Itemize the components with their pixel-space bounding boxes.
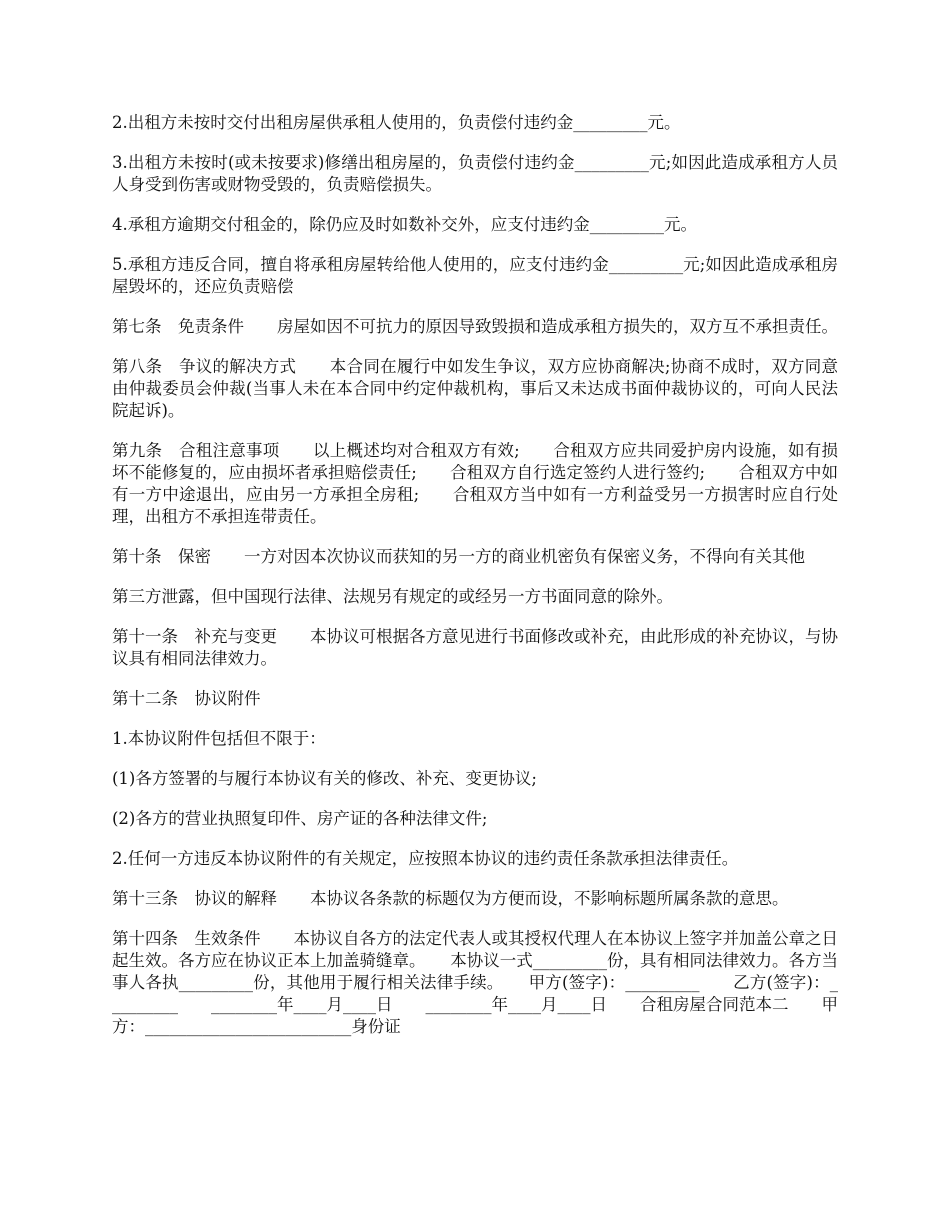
article-11-amendment: 第十一条 补充与变更 本协议可根据各方意见进行书面修改或补充，由此形成的补充协议，与协议具有相同法律效力。: [112, 627, 838, 668]
document-page: [112, 112, 838, 1056]
confidentiality-continuation: 第三方泄露，但中国现行法律、法规另有规定的或经另一方书面同意的除外。: [112, 587, 673, 606]
article-8-dispute-resolution: 第八条 争议的解决方式 本合同在履行中如发生争议，双方应协商解决;协商不成时，双方同意由仲裁委员会仲裁(当事人未在本合同中约定仲裁机构，事后又未达成书面仲裁协议的，可向人民法院起诉)。: [112, 357, 838, 420]
article-7-exemption: 第七条 免责条件 房屋如因不可抗力的原因导致毁损和造成承租方损失的，双方互不承担责任。: [112, 317, 838, 336]
article-9-cohabitation-notes: 第九条 合租注意事项 以上概述均对合租双方有效; 合租双方应共同爱护房内设施，如有损坏不能修复的，应由损坏者承担赔偿责任; 合租双方自行选定签约人进行签约; 合租双方中如有一方中途退出，应由另一方承担全房租; 合租双方当中如有一方利益受另一方损害时应自行处理，出租方不承担连带责任。: [112, 441, 838, 526]
attachment-item: (1)各方签署的与履行本协议有关的修改、补充、变更协议;: [112, 769, 537, 788]
clause-paragraph: 4.承租方逾期交付租金的，除仍应及时如数补交外，应支付违约金_________元。: [112, 215, 697, 234]
attachment-item: 1.本协议附件包括但不限于：: [112, 729, 326, 748]
article-10-confidentiality: 第十条 保密 一方对因本次协议而获知的另一方的商业机密负有保密义务，不得向有关其他: [112, 547, 805, 566]
clause-paragraph: 3.出租方未按时(或未按要求)修缮出租房屋的，负责偿付违约金_________元;如因此造成承租方人员人身受到伤害或财物受毁的，负责赔偿损失。: [112, 153, 838, 194]
article-13-interpretation: 第十三条 协议的解释 本协议各条款的标题仅为方便而设，不影响标题所属条款的意思。: [112, 889, 789, 908]
attachment-item: (2)各方的营业执照复印件、房产证的各种法律文件;: [112, 809, 488, 828]
clause-paragraph: 5.承租方违反合同，擅自将承租房屋转给他人使用的，应支付违约金_________元;如因此造成承租房屋毁坏的，还应负责赔偿: [112, 255, 838, 296]
article-12-attachments-heading: 第十二条 协议附件: [112, 689, 261, 708]
article-14-effective-conditions: 第十四条 生效条件 本协议自各方的法定代表人或其授权代理人在本协议上签字并加盖公章之日起生效。各方应在协议正本上加盖骑缝章。 本协议一式_________份，具有相同法律效力。各方当事人各执_________份，其他用于履行相关法律手续。 甲方(签字)：_________ 乙方(签字)：_________ ________年____月____日 ________年____月____日 合租房屋合同范本二 甲方：_________________________身份证: [112, 929, 838, 1036]
clause-paragraph: 2.出租方未按时交付出租房屋供承租人使用的，负责偿付违约金_________元。: [112, 113, 681, 132]
attachment-item: 2.任何一方违反本协议附件的有关规定，应按照本协议的违约责任条款承担法律责任。: [112, 849, 739, 868]
